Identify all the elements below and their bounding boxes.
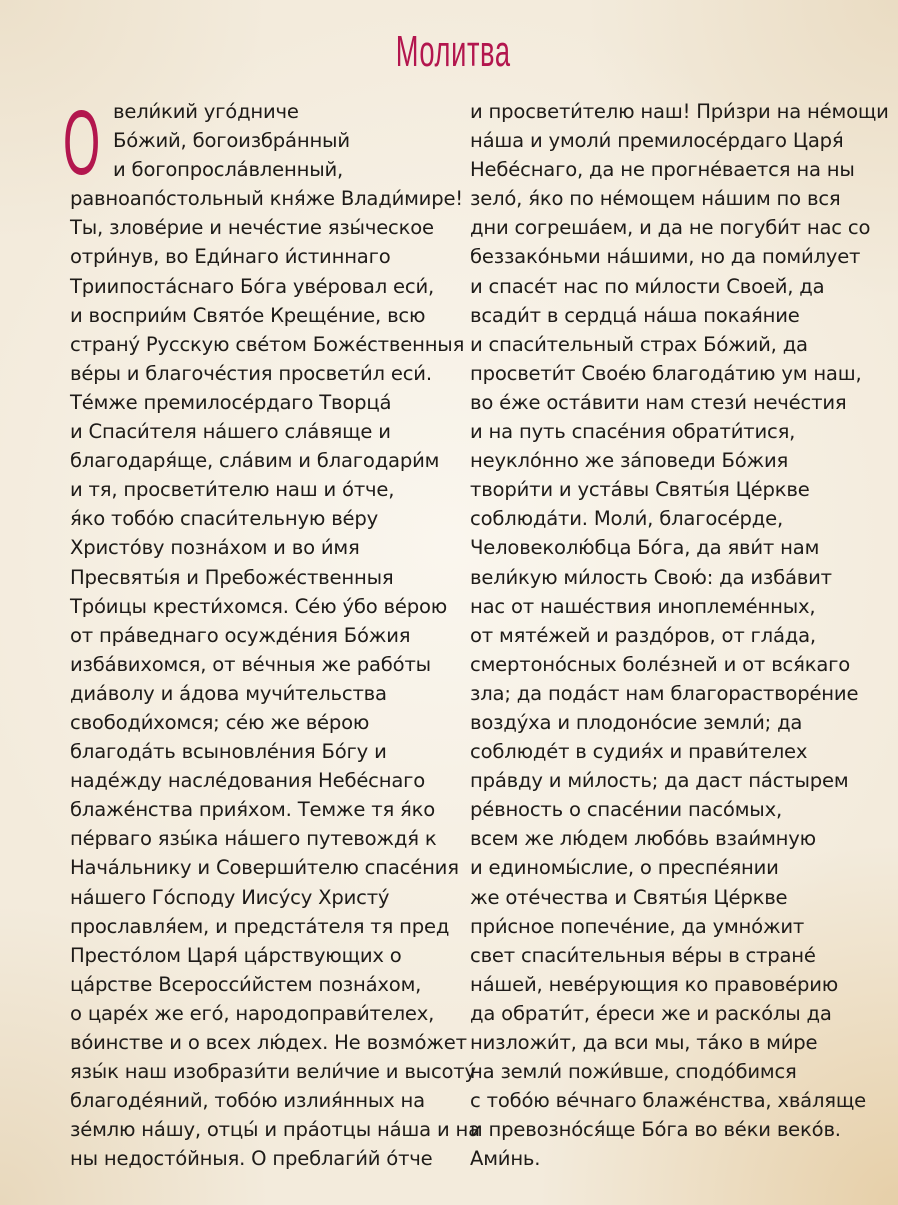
prayer-line: блаже́нства прия́хом. Темже тя я́ко xyxy=(70,798,436,822)
prayer-line: дни согреша́ем, и да не погуби́т нас со xyxy=(470,216,871,240)
prayer-line: ве́ры и благоче́стия просвети́л еси́. xyxy=(70,361,432,385)
prayer-line: на́шего Го́споду Иису́су Христу́ xyxy=(70,885,390,909)
prayer-line: Те́мже премилосе́рдаго Творца́ xyxy=(70,390,392,414)
prayer-line: благода́ть всыновле́ния Бо́гу и xyxy=(70,740,387,764)
prayer-line: Христо́ву позна́хом и во и́мя xyxy=(70,536,360,560)
prayer-line: благодаря́ще, сла́вим и благодари́м xyxy=(70,449,440,473)
prayer-line: отри́нув, во Еди́наго и́стиннаго xyxy=(70,245,391,269)
prayer-line: Тро́ицы крести́хомся. Се́ю у́бо ве́рою xyxy=(70,594,448,618)
prayer-line: язы́к наш изобрази́ти вели́чие и высоту́ xyxy=(70,1060,476,1084)
prayer-line: от пра́веднаго осужде́ния Бо́жия xyxy=(70,623,411,647)
prayer-line: Триипоста́снаго Бо́га уве́ровал еси́, xyxy=(70,274,435,298)
prayer-line: вели́кий уго́дниче xyxy=(113,100,299,123)
prayer-line: пе́рваго язы́ка на́шего путевождя́ к xyxy=(70,827,437,851)
prayer-line: беззако́ньми на́шими, но да поми́лует xyxy=(470,245,861,269)
prayer-line: Пресвяты́я и Пребоже́ственныя xyxy=(70,565,394,589)
prayer-line: во е́же оста́вити нам стези́ нече́стия xyxy=(470,390,847,414)
prayer-line: наде́жду насле́дования Небе́снаго xyxy=(70,769,426,793)
prayer-line: всем же лю́дем любо́вь взаи́мную xyxy=(470,827,816,851)
prayer-line: же оте́чества и Святы́я Це́ркве xyxy=(470,885,788,909)
prayer-line: возду́ха и плодоно́сие земли́; да xyxy=(470,710,803,734)
prayer-line: Человеколю́бца Бо́га, да яви́т нам xyxy=(470,536,820,560)
prayer-line: при́сное попече́ние, да умно́жит xyxy=(470,914,805,938)
prayer-line: неукло́нно же за́поведи Бо́жия xyxy=(470,449,789,473)
prayer-line: свободи́хомся; се́ю же ве́рою xyxy=(70,710,370,734)
prayer-line: и спаси́тельный страх Бо́жий, да xyxy=(470,332,808,356)
prayer-line: пра́вду и ми́лость; да даст па́стырем xyxy=(470,769,849,793)
prayer-right-column xyxy=(470,97,889,1173)
prayer-line: равноапо́стольный кня́же Влади́мире! xyxy=(70,187,463,211)
prayer-line: зе́млю на́шу, отцы́ и пра́отцы на́ша и на xyxy=(70,1118,480,1142)
prayer-line: смертоно́сных боле́зней и от вся́каго xyxy=(470,652,851,676)
prayer-line: Небе́снаго, да не прогне́вается на ны xyxy=(470,158,855,182)
prayer-line: во́инстве и о всех лю́дех. Не возмо́жет xyxy=(70,1031,467,1054)
prayer-line: страну́ Русскую све́том Боже́ственныя xyxy=(70,332,465,356)
prayer-line: на́шей, неве́рующия ко правове́рию xyxy=(470,972,839,996)
prayer-line: вели́кую ми́лость Свою́: да изба́вит xyxy=(470,565,832,589)
page-title: Молитва xyxy=(395,27,511,76)
prayer-line: и на путь спасе́ния обрати́тися, xyxy=(470,420,796,444)
prayer-line: Ами́нь. xyxy=(470,1147,541,1171)
drop-cap: О xyxy=(63,92,101,194)
prayer-line: я́ко тобо́ю спаси́тельную ве́ру xyxy=(70,507,379,531)
prayer-line: ца́рстве Всеросси́йстем позна́хом, xyxy=(70,972,422,996)
prayer-line: зело́, я́ко по не́мощем на́шим по вся xyxy=(470,187,841,211)
prayer-line: и богопросла́вленный, xyxy=(113,158,344,182)
prayer-line: свет спаси́тельныя ве́ры в стране́ xyxy=(470,943,816,967)
prayer-line: соблюде́т в судия́х и прави́телех xyxy=(470,740,808,764)
prayer-line: и восприи́м Свято́е Креще́ние, всю xyxy=(70,303,426,327)
prayer-line: да обрати́т, е́реси же и раско́лы да xyxy=(470,1001,832,1025)
prayer-line: на земли́ пожи́вше, сподо́бимся xyxy=(470,1060,797,1084)
prayer-line: и единомы́слие, о преспе́янии xyxy=(470,856,779,880)
prayer-line: от мяте́жей и раздо́ров, от гла́да, xyxy=(470,623,816,647)
prayer-line: и превозно́ся́ще Бо́га во ве́ки веко́в. xyxy=(470,1118,841,1142)
prayer-line: о царе́х же его́, народоправи́телех, xyxy=(70,1001,435,1025)
prayer-line: нас от наше́ствия иноплеме́нных, xyxy=(470,594,816,618)
prayer-line: просвети́т Свое́ю благода́тию ум наш, xyxy=(470,361,862,385)
prayer-line: Ты, злове́рие и нече́стие язы́ческое xyxy=(70,216,434,240)
prayer-line: Нача́льнику и Соверши́телю спасе́ния xyxy=(70,856,459,880)
prayer-line: Престо́лом Царя́ ца́рствующих о xyxy=(70,943,402,967)
prayer-line: благоде́яний, тобо́ю излия́нных на xyxy=(70,1089,425,1113)
prayer-left-column xyxy=(70,97,480,1173)
prayer-line: низложи́т, да вси мы, та́ко в ми́ре xyxy=(470,1031,818,1054)
prayer-line: изба́вихомся, от ве́чныя же рабо́ты xyxy=(70,652,431,676)
prayer-line: Бо́жий, богоизбра́нный xyxy=(113,129,350,153)
prayer-line: и тя, просвети́телю наш и о́тче, xyxy=(70,478,395,502)
prayer-line: ны недосто́йныя. О преблаги́й о́тче xyxy=(70,1147,433,1171)
prayer-line: зла; да пода́ст нам благорастворе́ние xyxy=(470,681,859,705)
prayer-line: ре́вность о спасе́нии пасо́мых, xyxy=(470,798,782,822)
prayer-line: твори́ти и уста́вы Святы́я Це́ркве xyxy=(470,478,810,502)
prayer-line: диа́волу и а́дова мучи́тельства xyxy=(70,681,387,705)
prayer-line: на́ша и умоли́ премилосе́рдаго Царя́ xyxy=(470,129,844,153)
prayer-line: с тобо́ю ве́чнаго блаже́нства, хва́ляще xyxy=(470,1089,867,1113)
prayer-line: соблюда́ти. Моли́, благосе́рде, xyxy=(470,507,784,531)
prayer-line: и просвети́телю наш! При́зри на не́мощи xyxy=(470,100,889,123)
prayer-line: всади́т в сердца́ на́ша покая́ние xyxy=(470,303,800,327)
prayer-line: и Спаси́теля на́шего сла́вяще и xyxy=(70,420,391,444)
prayer-line: прославля́ем, и предста́теля тя пред xyxy=(70,914,450,938)
prayer-line: и спасе́т нас по ми́лости Своей́, да xyxy=(470,274,825,298)
